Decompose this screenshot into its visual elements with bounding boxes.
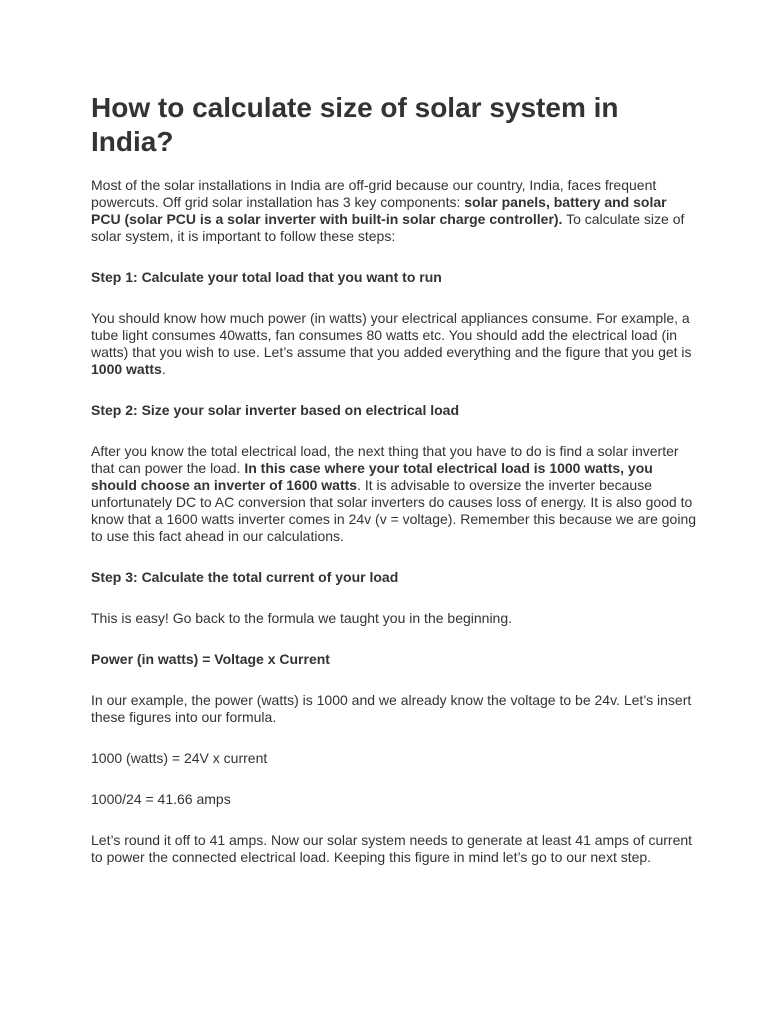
step2-text-1: After you know the total electrical load, the next thing that you have to do is find a solar inverter that can power the load. [91, 443, 679, 476]
step3-paragraph-2: In our example, the power (watts) is 1000 and we already know the voltage to be 24v. Let’s insert these figures into our formula. [91, 692, 692, 725]
step2-paragraph [91, 443, 698, 545]
intro-text-1: Most of the solar installations in India are off-grid because our country, India, faces frequent powercuts. Off grid solar installation has 3 key components: [91, 177, 657, 210]
intro-text-2: To calculate size of solar system, it is important to follow these steps: [91, 211, 685, 244]
equation-1: 1000 (watts) = 24V x current [91, 750, 268, 766]
step1-text-1: You should know how much power (in watts) your electrical appliances consume. For example, a tube light consumes 40watts, fan consumes 80 watts etc. You should add the electrical load (in watts) that you wish to use. Let’s assume that you added everything and the figure that you get is [91, 310, 692, 360]
step1-bold: 1000 watts [91, 361, 162, 377]
step2-heading: Step 2: Size your solar inverter based on electrical load [91, 402, 460, 418]
intro-bold: solar panels, battery and solar PCU (solar PCU is a solar inverter with built-in solar charge controller). [91, 194, 667, 227]
step2-bold: In this case where your total electrical load is 1000 watts, you should choose an inverter of 1600 watts [91, 460, 653, 493]
equation-2: 1000/24 = 41.66 amps [91, 791, 231, 807]
page-title: How to calculate size of solar system in India? [91, 92, 619, 157]
step2-text-2: . It is advisable to oversize the inverter because unfortunately DC to AC conversion that solar inverters do causes loss of energy. It is also good to know that a 1600 watts inverter comes in 24v (v = voltage). Remember this because we are going to use this fact ahead in our calculations. [91, 477, 697, 544]
step1-heading: Step 1: Calculate your total load that you want to run [91, 269, 442, 285]
intro-paragraph [91, 177, 698, 245]
step3-heading: Step 3: Calculate the total current of your load [91, 569, 399, 585]
step1-paragraph [91, 310, 698, 378]
step1-text-2: . [161, 361, 166, 377]
formula: Power (in watts) = Voltage x Current [91, 651, 330, 667]
step3-paragraph-3: Let’s round it off to 41 amps. Now our solar system needs to generate at least 41 amps of current to power the connected electrical load. Keeping this figure in mind let’s go to our next step. [91, 832, 693, 865]
step3-paragraph-1: This is easy! Go back to the formula we taught you in the beginning. [91, 610, 513, 626]
